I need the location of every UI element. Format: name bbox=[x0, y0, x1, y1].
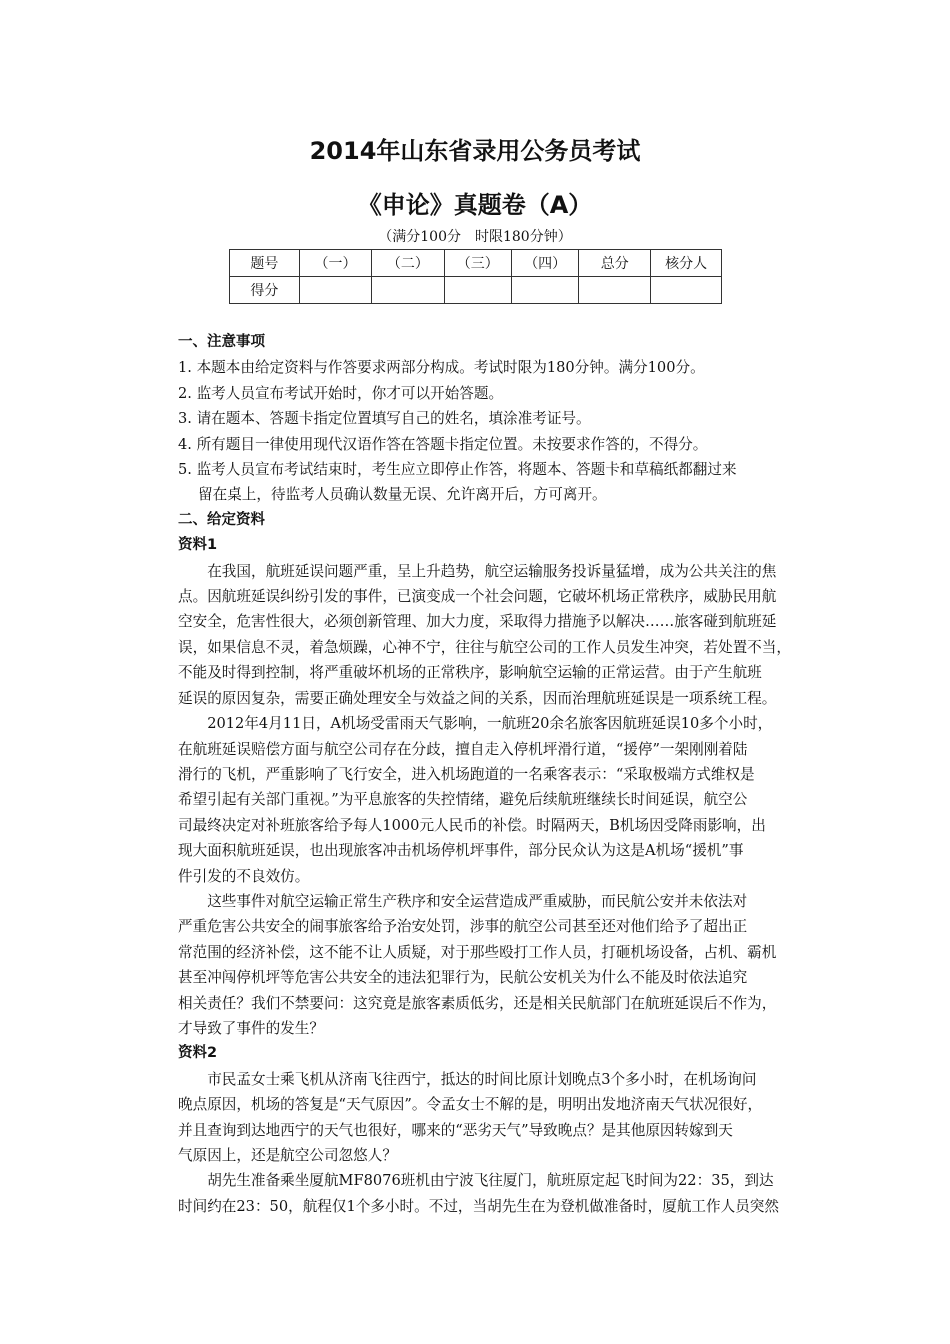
document-title: 2014年山东省录用公务员考试 bbox=[309, 137, 641, 165]
text-line: 不能及时得到控制，将严重破坏机场的正常秩序，影响航空运输的正常运营。由于产生航班 bbox=[178, 664, 762, 682]
section-heading: 一、注意事项 bbox=[178, 334, 265, 350]
material-1-text bbox=[178, 559, 818, 1042]
material-heading: 资料2 bbox=[178, 1045, 218, 1062]
text-line: 才导致了事件的发生？ bbox=[178, 1019, 324, 1037]
text-line: 件引发的不良效仿。 bbox=[178, 867, 310, 885]
section-heading: 二、给定资料 bbox=[178, 511, 265, 528]
table-cell: 题号 bbox=[230, 250, 300, 277]
text-line: 在航班延误赔偿方面与航空公司存在分歧，擅自走入停机坪滑行道，“援停”一架刚刚着陆 bbox=[178, 740, 748, 758]
table-cell: （一） bbox=[299, 250, 371, 277]
table-cell: （三） bbox=[444, 250, 511, 277]
table-cell: （二） bbox=[372, 250, 444, 277]
text-line: 2012年4月11日，A机场受雷雨天气影响，一航班20余名旅客因航班延误10多个小时， bbox=[178, 715, 773, 733]
document-body bbox=[178, 330, 818, 1219]
score-table-score-row bbox=[230, 277, 722, 304]
score-cell bbox=[299, 277, 371, 304]
text-line: 市民孟女士乘飞机从济南飞往西宁，抵达的时间比原计划晚点3个多小时，在机场询问 bbox=[178, 1070, 757, 1088]
list-item: 3. 请在题本、答题卡指定位置填写自己的姓名，填涂准考证号。 bbox=[178, 410, 591, 428]
text-line: 误，如果信息不灵，着急烦躁，心神不宁，往往与航空公司的工作人员发生冲突，若处置不当， bbox=[178, 638, 791, 656]
list-item: 2. 监考人员宣布考试开始时，你才可以开始答题。 bbox=[178, 384, 504, 402]
text-line: 现大面积航班延误，也出现旅客冲击机场停机坪事件，部分民众认为这是A机场“援机”事 bbox=[178, 842, 744, 860]
material-2-text bbox=[178, 1067, 818, 1219]
text-line: 司最终决定对补班旅客给予每人1000元人民币的补偿。时隔两天，B机场因受降雨影响，出 bbox=[178, 816, 766, 834]
list-item: 5. 监考人员宣布考试结束时，考生应立即停止作答，将题本、答题卡和草稿纸都翻过来 bbox=[178, 461, 737, 479]
text-line: 时间约在23：50，航程仅1个多小时。不过，当胡先生在为登机做准备时，厦航工作人员突然 bbox=[178, 1197, 779, 1215]
list-item-continuation: 留在桌上，待监考人员确认数量无误、允许离开后，方可离开。 bbox=[198, 486, 607, 504]
text-line: 延误的原因复杂，需要正确处理安全与效益之间的关系，因而治理航班延误是一项系统工程。 bbox=[178, 689, 777, 707]
score-table bbox=[229, 249, 722, 304]
table-cell: 得分 bbox=[230, 277, 300, 304]
text-line: 常范围的经济补偿，这不能不让人质疑，对于那些殴打工作人员，打砸机场设备，占机、霸机 bbox=[178, 943, 777, 961]
text-line: 气原因上，还是航空公司忽悠人？ bbox=[178, 1147, 397, 1164]
score-cell bbox=[372, 277, 444, 304]
text-line: 希望引起有关部门重视。”为平息旅客的失控情绪，避免后续航班继续长时间延误，航空公 bbox=[178, 791, 748, 809]
text-line: 严重危害公共安全的闹事旅客给予治安处罚，涉事的航空公司甚至还对他们给予了超出正 bbox=[178, 918, 748, 936]
table-cell: （四） bbox=[511, 250, 578, 277]
document-subtitle: 《申论》真题卷（A） bbox=[357, 191, 593, 219]
table-cell: 核分人 bbox=[651, 250, 722, 277]
score-cell bbox=[579, 277, 651, 304]
text-line: 空安全，危害性很大，必须创新管理、加大力度，采取得力措施予以解决……旅客碰到航班延 bbox=[178, 613, 777, 631]
text-line: 并且查询到达地西宁的天气也很好，哪来的“恶劣天气”导致晚点？是其他原因转嫁到天 bbox=[178, 1121, 733, 1139]
list-item: 4. 所有题目一律使用现代汉语作答在答题卡指定位置。未按要求作答的，不得分。 bbox=[178, 435, 708, 453]
score-table-header-row bbox=[230, 250, 722, 277]
text-line: 相关责任？我们不禁要问：这究竟是旅客素质低劣，还是相关民航部门在航班延误后不作为， bbox=[178, 994, 777, 1012]
text-line: 甚至冲闯停机坪等危害公共安全的违法犯罪行为，民航公安机关为什么不能及时依法追究 bbox=[178, 969, 748, 987]
score-cell bbox=[511, 277, 578, 304]
score-time-note: （满分100分 时限180分钟） bbox=[378, 229, 572, 245]
text-line: 这些事件对航空运输正常生产秩序和安全运营造成严重威胁，而民航公安并未依法对 bbox=[178, 892, 748, 910]
score-cell bbox=[444, 277, 511, 304]
text-line: 胡先生准备乘坐厦航MF8076班机由宁波飞往厦门，航班原定起飞时间为22：35，到达 bbox=[178, 1172, 774, 1190]
list-item: 1. 本题本由给定资料与作答要求两部分构成。考试时限为180分钟。满分100分。 bbox=[178, 359, 705, 377]
table-cell: 总分 bbox=[579, 250, 651, 277]
material-heading: 资料1 bbox=[178, 537, 218, 554]
text-line: 在我国，航班延误问题严重，呈上升趋势，航空运输服务投诉量猛增，成为公共关注的焦 bbox=[178, 562, 777, 580]
text-line: 滑行的飞机，严重影响了飞行安全，进入机场跑道的一名乘客表示：“采取极端方式维权是 bbox=[178, 765, 755, 783]
score-cell bbox=[651, 277, 722, 304]
text-line: 晚点原因，机场的答复是“天气原因”。令孟女士不解的是，明明出发地济南天气状况很好， bbox=[178, 1096, 763, 1114]
text-line: 点。因航班延误纠纷引发的事件，已演变成一个社会问题，它破坏机场正常秩序，威胁民用航 bbox=[178, 588, 777, 606]
